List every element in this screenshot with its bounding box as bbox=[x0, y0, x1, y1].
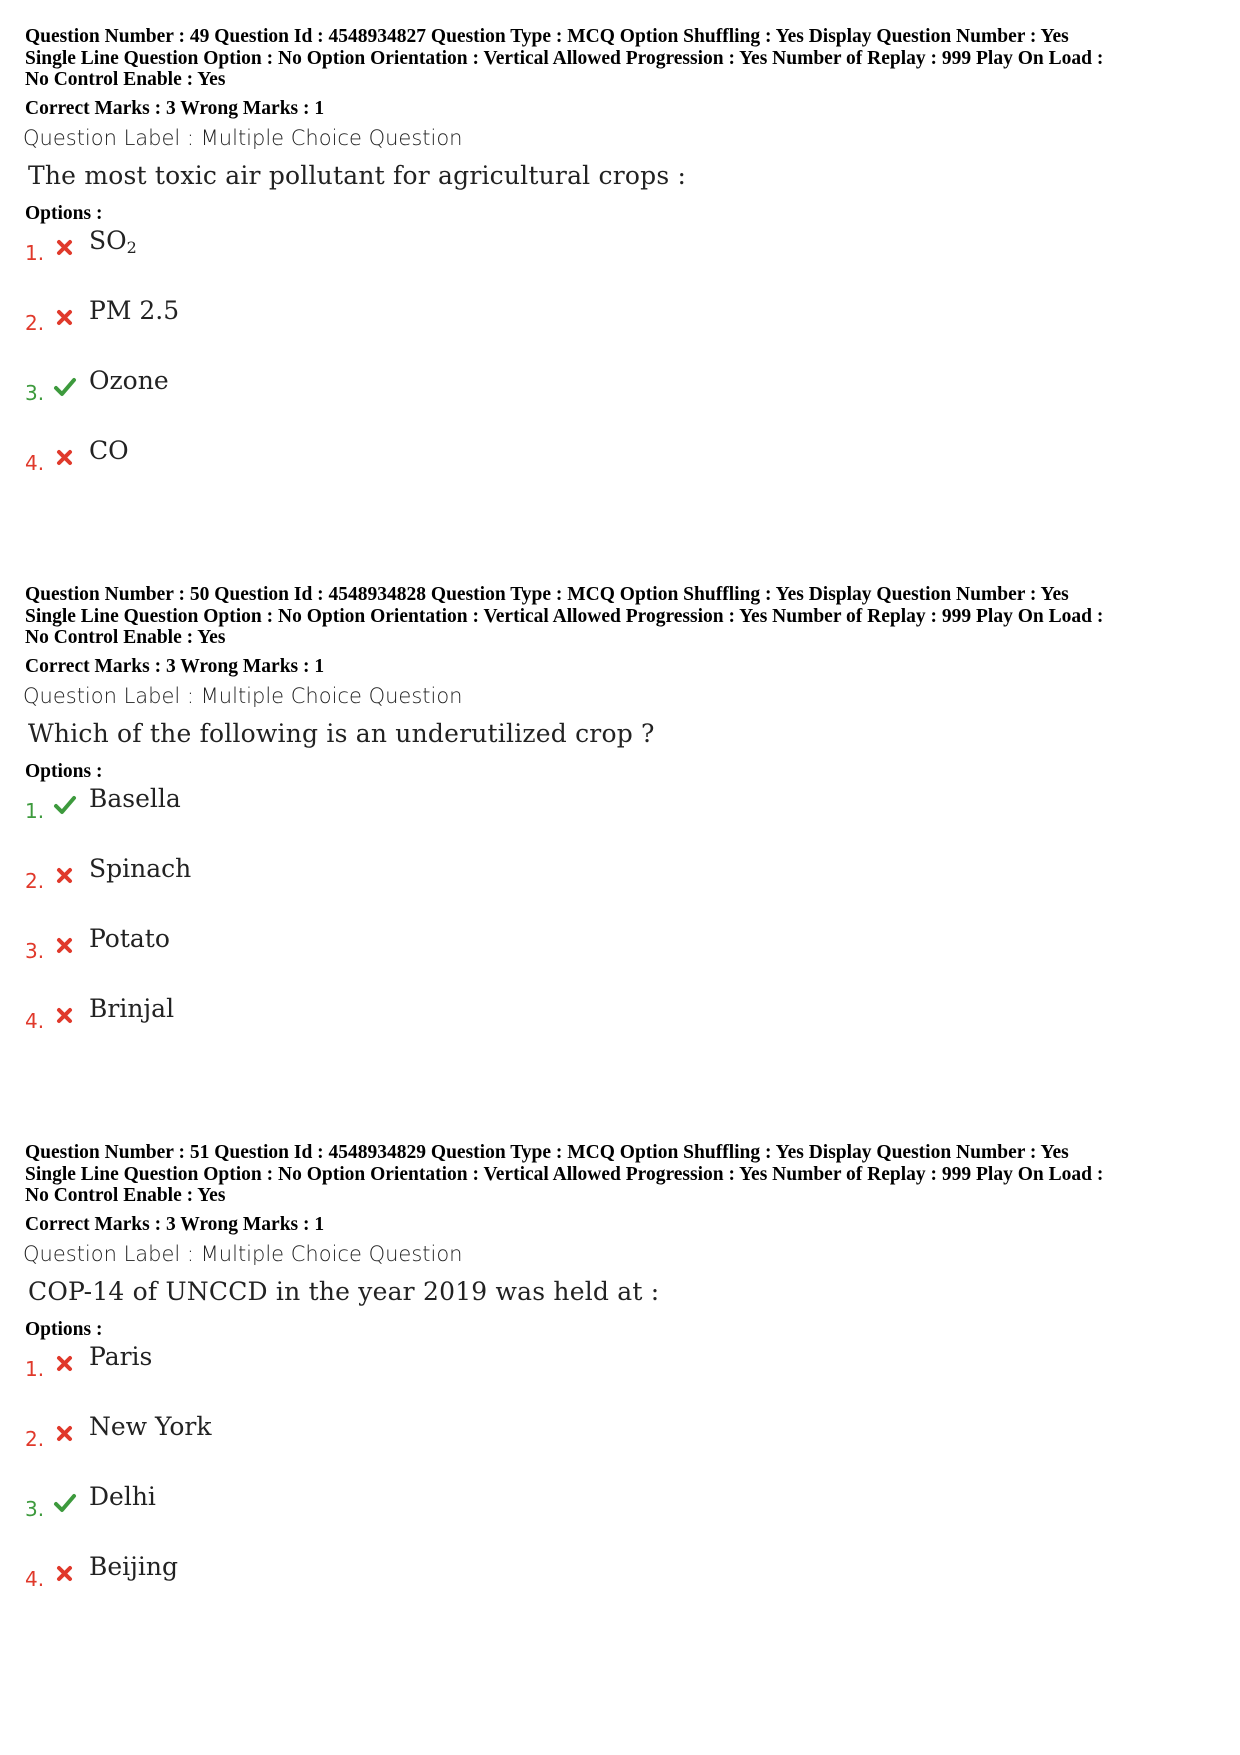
options-list bbox=[25, 1341, 1220, 1641]
cross-icon bbox=[53, 1003, 77, 1027]
option-text: Ozone bbox=[89, 365, 169, 395]
option-text: Spinach bbox=[89, 853, 192, 883]
option-text: CO bbox=[89, 435, 129, 465]
option-number: 3. bbox=[25, 1496, 45, 1521]
cross-icon bbox=[53, 235, 77, 259]
option-text: New York bbox=[89, 1411, 212, 1441]
cross-icon bbox=[53, 1561, 77, 1585]
option-number: 2. bbox=[25, 1426, 45, 1451]
question-block-49 bbox=[25, 26, 1220, 525]
option-item[interactable] bbox=[25, 435, 625, 475]
question-meta-line: Single Line Question Option : No Option Orientation : Vertical Allowed Progression : Yes Number of Replay : 999 Play On Load : bbox=[25, 605, 1104, 627]
option-text: PM 2.5 bbox=[89, 295, 180, 325]
options-list bbox=[25, 783, 1220, 1083]
check-icon bbox=[53, 1491, 77, 1515]
option-item[interactable] bbox=[25, 1551, 625, 1591]
cross-icon bbox=[53, 1351, 77, 1375]
option-number: 1. bbox=[25, 240, 45, 265]
options-label: Options : bbox=[25, 1318, 103, 1340]
option-text: Potato bbox=[89, 923, 170, 953]
option-item[interactable] bbox=[25, 783, 625, 823]
question-meta-line: No Control Enable : Yes bbox=[25, 627, 226, 648]
option-item[interactable] bbox=[25, 365, 625, 405]
question-meta-line: No Control Enable : Yes bbox=[25, 69, 226, 90]
question-text: Which of the following is an underutilized crop ? bbox=[28, 718, 655, 748]
options-list bbox=[25, 225, 1220, 525]
question-meta-line: Question Number : 50 Question Id : 4548934828 Question Type : MCQ Option Shuffling : Yes Display Question Number : Yes bbox=[25, 584, 1069, 605]
option-number: 2. bbox=[25, 310, 45, 335]
question-meta-line: Single Line Question Option : No Option Orientation : Vertical Allowed Progression : Yes Number of Replay : 999 Play On Load : bbox=[25, 1163, 1104, 1185]
cross-icon bbox=[53, 305, 77, 329]
options-label: Options : bbox=[25, 202, 103, 224]
option-text: Basella bbox=[89, 783, 181, 813]
cross-icon bbox=[53, 933, 77, 957]
marks-line: Correct Marks : 3 Wrong Marks : 1 bbox=[25, 1213, 325, 1235]
option-number: 3. bbox=[25, 938, 45, 963]
options-label: Options : bbox=[25, 760, 103, 782]
option-number: 4. bbox=[25, 1566, 45, 1591]
question-meta-line: Single Line Question Option : No Option Orientation : Vertical Allowed Progression : Yes Number of Replay : 999 Play On Load : bbox=[25, 47, 1104, 69]
question-meta-line: Question Number : 49 Question Id : 4548934827 Question Type : MCQ Option Shuffling : Yes Display Question Number : Yes bbox=[25, 26, 1069, 47]
question-block-51 bbox=[25, 1142, 1220, 1641]
option-number: 3. bbox=[25, 380, 45, 405]
question-label: Question Label : Multiple Choice Question bbox=[23, 1241, 463, 1266]
question-label: Question Label : Multiple Choice Question bbox=[23, 125, 463, 150]
option-item[interactable] bbox=[25, 295, 625, 335]
option-number: 2. bbox=[25, 868, 45, 893]
option-item[interactable] bbox=[25, 1411, 625, 1451]
marks-line: Correct Marks : 3 Wrong Marks : 1 bbox=[25, 655, 325, 677]
option-text: Paris bbox=[89, 1341, 153, 1371]
question-block-50 bbox=[25, 584, 1220, 1083]
option-number: 4. bbox=[25, 1008, 45, 1033]
check-icon bbox=[53, 375, 77, 399]
option-text: Delhi bbox=[89, 1481, 156, 1511]
option-item[interactable] bbox=[25, 923, 625, 963]
option-text: $SO_2$ bbox=[89, 225, 137, 257]
option-number: 4. bbox=[25, 450, 45, 475]
option-item[interactable] bbox=[25, 993, 625, 1033]
option-text: Beijing bbox=[89, 1551, 179, 1581]
question-meta-line: Question Number : 51 Question Id : 4548934829 Question Type : MCQ Option Shuffling : Yes Display Question Number : Yes bbox=[25, 1142, 1069, 1163]
option-number: 1. bbox=[25, 1356, 45, 1381]
option-item[interactable] bbox=[25, 1341, 625, 1381]
marks-line: Correct Marks : 3 Wrong Marks : 1 bbox=[25, 97, 325, 119]
cross-icon bbox=[53, 445, 77, 469]
option-text: Brinjal bbox=[89, 993, 175, 1023]
check-icon bbox=[53, 793, 77, 817]
option-item[interactable] bbox=[25, 225, 625, 265]
option-item[interactable] bbox=[25, 1481, 625, 1521]
option-number: 1. bbox=[25, 798, 45, 823]
cross-icon bbox=[53, 863, 77, 887]
question-text: The most toxic air pollutant for agricultural crops : bbox=[28, 160, 687, 190]
question-label: Question Label : Multiple Choice Question bbox=[23, 683, 463, 708]
option-item[interactable] bbox=[25, 853, 625, 893]
question-meta-line: No Control Enable : Yes bbox=[25, 1185, 226, 1206]
cross-icon bbox=[53, 1421, 77, 1445]
question-text: COP-14 of UNCCD in the year 2019 was held at : bbox=[28, 1276, 660, 1306]
